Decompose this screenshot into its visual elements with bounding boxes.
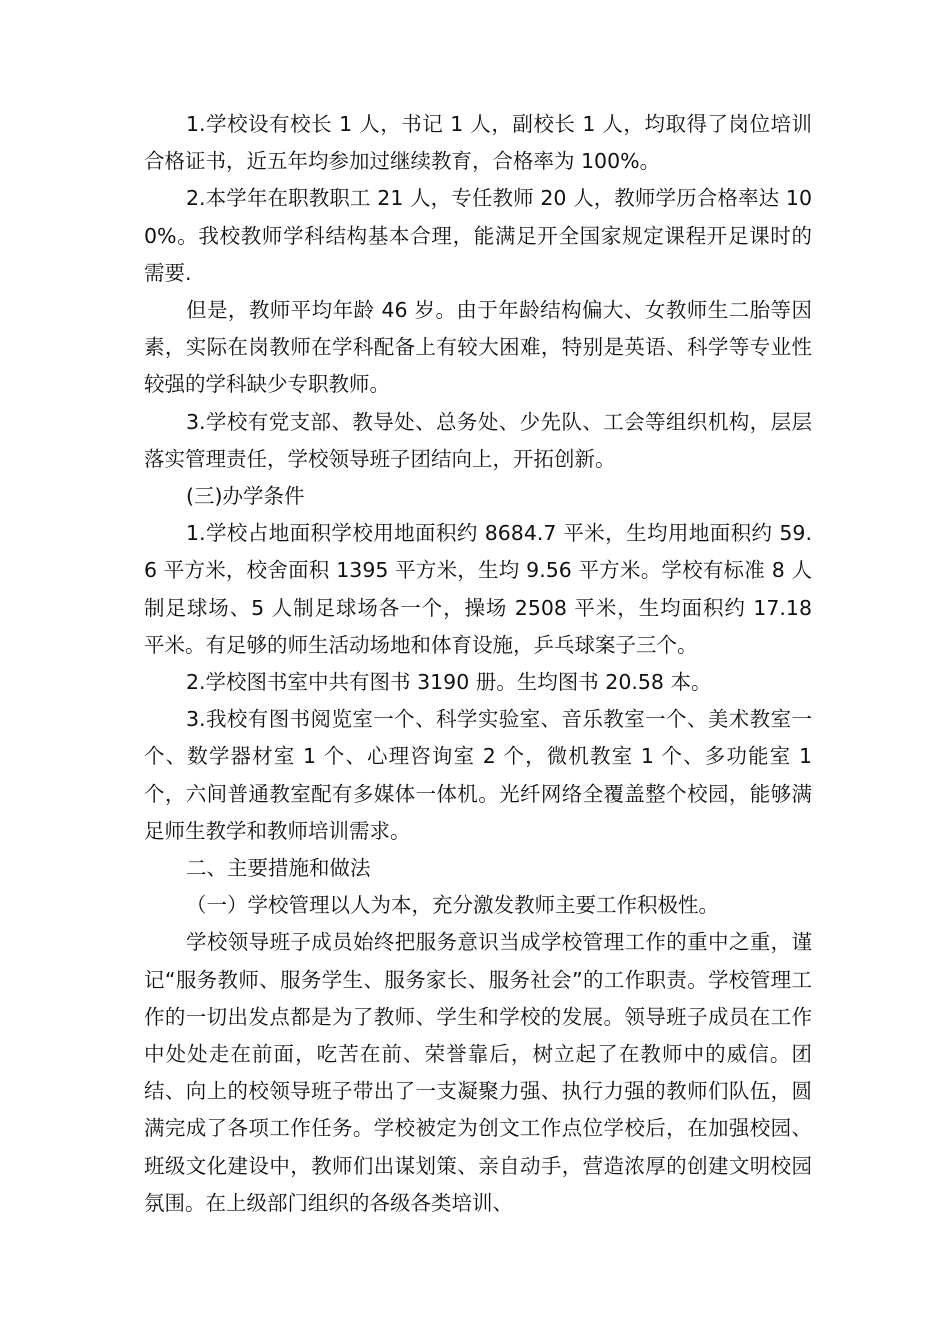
document-body bbox=[144, 106, 812, 1222]
paragraph-staff-leadership: 1.学校设有校长 1 人，书记 1 人，副校长 1 人，均取得了岗位培训合格证书，近五年均参加过继续教育，合格率为 100%。 bbox=[144, 112, 812, 174]
paragraph-land-area: 1.学校占地面积学校用地面积约 8684.7 平米，生均用地面积约 59.6 平方米，校舍面积 1395 平方米，生均 9.56 平方米。学校有标准 8 人制足球场、5 人制足球场各一个，操场 2508 平米，生均面积约 17.18 平米。有足够的师生活动场地和体育设施，乒乓球案子三个。 bbox=[144, 521, 812, 657]
paragraph-library: 2.学校图书室中共有图书 3190 册。生均图书 20.58 本。 bbox=[186, 670, 712, 695]
paragraph-teacher-qualification: 2.本学年在职教职工 21 人，专任教师 20 人，教师学历合格率达 100%。我校教师学科结构基本合理，能满足开全国家规定课程开足课时的需要. bbox=[144, 186, 812, 285]
paragraph-facilities: 3.我校有图书阅览室一个、科学实验室、音乐教室一个、美术教室一个、数学器材室 1 个、心理咨询室 2 个，微机教室 1 个、多功能室 1 个，六间普通教室配有多媒体一体机。光纤网络全覆盖整个校园，能够满足师生教学和教师培训需求。 bbox=[144, 707, 812, 843]
paragraph-leadership-service: 学校领导班子成员始终把服务意识当成学校管理工作的重中之重，谨记“服务教师、服务学生、服务家长、服务社会”的工作职责。学校管理工作的一切出发点都是为了教师、学生和学校的发展。领导班子成员在工作中处处走在前面，吃苦在前、荣誉靠后，树立起了在教师中的威信。团结、向上的校领导班子带出了一支凝聚力强、执行力强的教师们队伍，圆满完成了各项工作任务。学校被定为创文工作点位学校后，在加强校园、班级文化建设中，教师们出谋划策、亲自动手，营造浓厚的创建文明校园氛围。在上级部门组织的各级各类培训、 bbox=[144, 930, 812, 1215]
section-heading-conditions: (三)办学条件 bbox=[186, 484, 305, 509]
subsection-heading-management: （一）学校管理以人为本，充分激发教师主要工作积极性。 bbox=[186, 893, 719, 918]
paragraph-teacher-age: 但是，教师平均年龄 46 岁。由于年龄结构偏大、女教师生二胎等因素，实际在岗教师在学科配备上有较大困难，特别是英语、科学等专业性较强的学科缺少专职教师。 bbox=[144, 298, 812, 397]
paragraph-organization: 3.学校有党支部、教导处、总务处、少先队、工会等组织机构，层层落实管理责任，学校领导班子团结向上，开拓创新。 bbox=[144, 409, 812, 471]
section-heading-measures: 二、主要措施和做法 bbox=[186, 856, 371, 881]
